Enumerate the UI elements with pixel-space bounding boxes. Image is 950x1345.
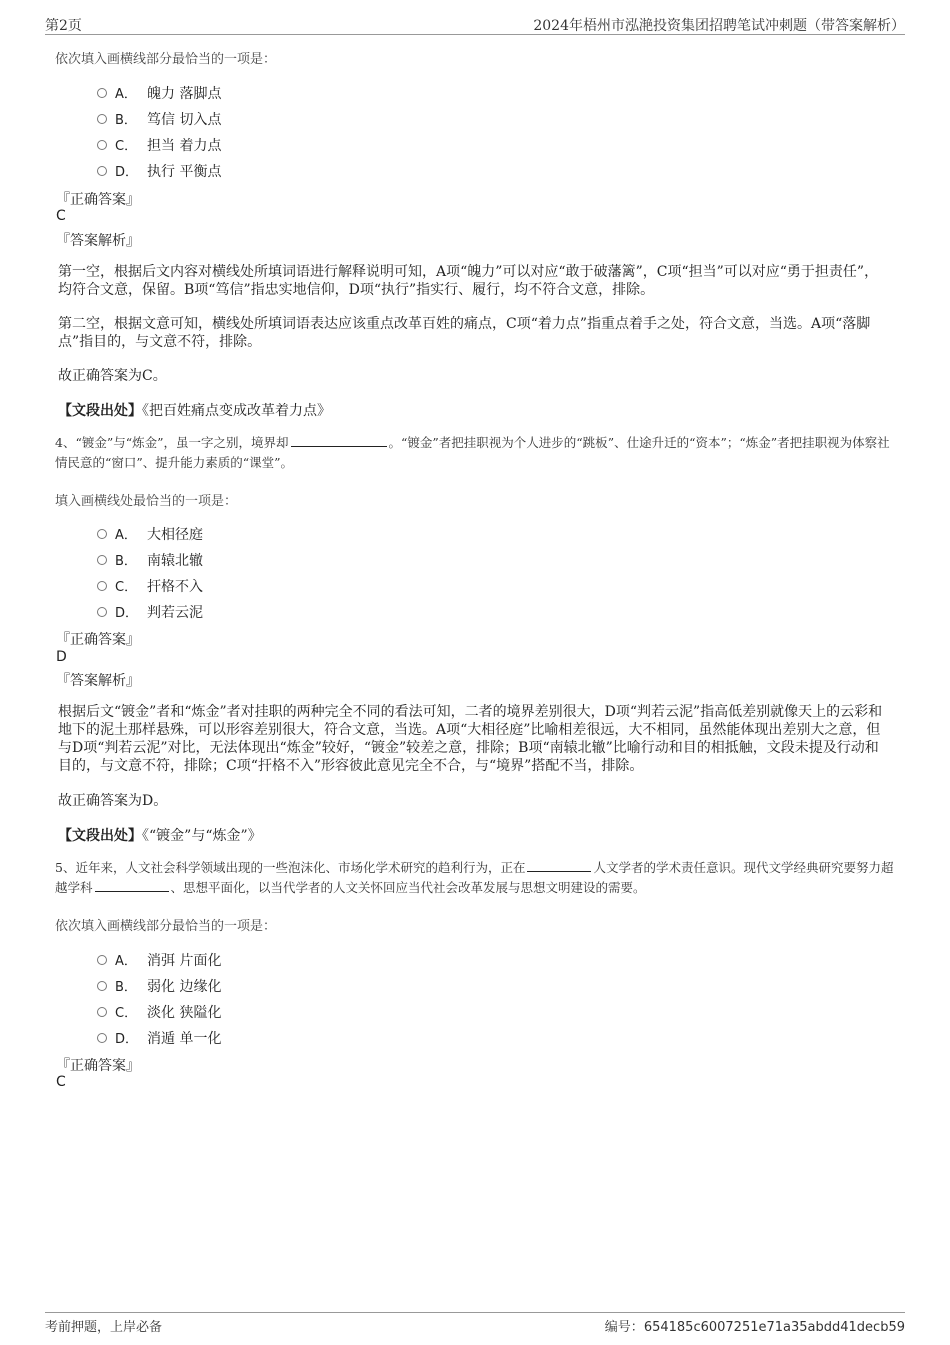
q4-answer: D	[56, 649, 67, 665]
footer-slogan: 考前押题，上岸必备	[45, 1320, 163, 1335]
fill-blank-2	[95, 879, 169, 892]
radio-icon[interactable]	[97, 981, 107, 991]
source-label: 【文段出处】	[58, 403, 142, 419]
q3-option-a[interactable]: A． 魄力 落脚点	[97, 83, 397, 103]
q5-prompt: 依次填入画横线部分最恰当的一项是：	[55, 919, 277, 934]
document-code	[605, 1316, 905, 1335]
radio-icon[interactable]	[97, 140, 107, 150]
q5-option-c[interactable]: C． 淡化 狭隘化	[97, 1002, 397, 1022]
q5-answer-label: 『正确答案』	[56, 1058, 140, 1074]
radio-icon[interactable]	[97, 1007, 107, 1017]
q3-analysis-paragraph-2: 第二空，根据文意可知，横线处所填词语表达应该重点改革百姓的痛点，C项“着力点”指重点着手之处，符合文意，当选。A项“落脚点”指目的，与文意不符，排除。	[58, 316, 871, 350]
q5-option-b[interactable]: B． 弱化 边缘化	[97, 976, 397, 996]
q5-question: 5、近年来，人文社会科学领域出现的一些泡沫化、市场化学术研究的趋利行为，正在 人文学者的学术责任意识。现代文学经典研究要努力超越学科 、思想平面化，以当代学者的人文关怀回应当代社会改革发展与思想文明建设的需要。	[55, 860, 894, 895]
page-footer	[45, 1312, 905, 1337]
radio-icon[interactable]	[97, 555, 107, 565]
q4-prompt: 填入画横线处最恰当的一项是：	[55, 494, 238, 509]
q3-conclusion: 故正确答案为C。	[58, 368, 167, 384]
q3-source	[58, 400, 331, 420]
q4-option-a[interactable]: A． 大相径庭	[97, 524, 397, 544]
document-title: 2024年梧州市泓滟投资集团招聘笔试冲刺题（带答案解析）	[533, 18, 905, 34]
q4-source	[58, 825, 262, 845]
q4-conclusion: 故正确答案为D。	[58, 793, 168, 809]
radio-icon[interactable]	[97, 607, 107, 617]
radio-icon[interactable]	[97, 529, 107, 539]
fill-blank	[291, 434, 387, 447]
q3-prompt: 依次填入画横线部分最恰当的一项是：	[55, 52, 277, 67]
fill-blank-1	[527, 859, 591, 872]
q3-analysis-label: 『答案解析』	[56, 233, 140, 249]
q4-option-b[interactable]: B． 南辕北辙	[97, 550, 397, 570]
q3-option-d[interactable]: D． 执行 平衡点	[97, 161, 397, 181]
radio-icon[interactable]	[97, 581, 107, 591]
code-value: 654185c6007251e71a35abdd41decb59	[643, 1320, 905, 1335]
q4-question: 4、“镀金”与“炼金”，虽一字之别，境界却 。“镀金”者把挂职视为个人进步的“跳板”、仕途升迁的“资本”；“炼金”者把挂职视为体察社情民意的“窗口”、提升能力素质的“课堂”。	[55, 435, 890, 470]
source-text: 《把百姓痛点变成改革着力点》	[142, 403, 331, 419]
source-label: 【文段出处】	[58, 828, 142, 844]
q4-option-d[interactable]: D． 判若云泥	[97, 602, 397, 622]
radio-icon[interactable]	[97, 1033, 107, 1043]
radio-icon[interactable]	[97, 166, 107, 176]
q3-analysis-paragraph-1: 第一空，根据后文内容对横线处所填词语进行解释说明可知，A项“魄力”可以对应“敢于破藩篱”，C项“担当”可以对应“勇于担责任”，均符合文意，保留。B项“笃信”指忠实地信仰，D项“执行”指实行、履行，均不符合文意，排除。	[58, 264, 879, 298]
q3-answer: C	[56, 208, 66, 224]
q5-option-a[interactable]: A． 消弭 片面化	[97, 950, 397, 970]
radio-icon[interactable]	[97, 88, 107, 98]
q4-option-c[interactable]: C． 扞格不入	[97, 576, 397, 596]
page-number: 第2页	[45, 18, 82, 34]
q5-option-d[interactable]: D． 消遁 单一化	[97, 1028, 397, 1048]
radio-icon[interactable]	[97, 955, 107, 965]
page-header	[45, 12, 905, 35]
q3-option-b[interactable]: B． 笃信 切入点	[97, 109, 397, 129]
code-label: 编号：	[604, 1320, 644, 1335]
q4-analysis-label: 『答案解析』	[56, 673, 140, 689]
q4-analysis-paragraph: 根据后文“镀金”者和“炼金”者对挂职的两种完全不同的看法可知，二者的境界差别很大，D项“判若云泥”指高低差别就像天上的云彩和地下的泥土那样悬殊，可以形容差别很大，符合文意，当选。A项“大相径庭”比喻相差很远，大不相同，虽然能体现出差别大之意，但与D项“判若云泥”对比，无法体现出“炼金”较好，“镀金”较差之意，排除；B项“南辕北辙”比喻行动和目的相抵触，文段未提及行动和目的，与文意不符，排除；C项“扞格不入”形容彼此意见完全不合，与“境界”搭配不当，排除。	[58, 704, 883, 774]
q3-answer-label: 『正确答案』	[56, 192, 140, 208]
q3-option-c[interactable]: C． 担当 着力点	[97, 135, 397, 155]
q4-answer-label: 『正确答案』	[56, 632, 140, 648]
radio-icon[interactable]	[97, 114, 107, 124]
q5-answer: C	[56, 1074, 66, 1090]
source-text: 《“镀金”与“炼金”》	[142, 828, 262, 844]
